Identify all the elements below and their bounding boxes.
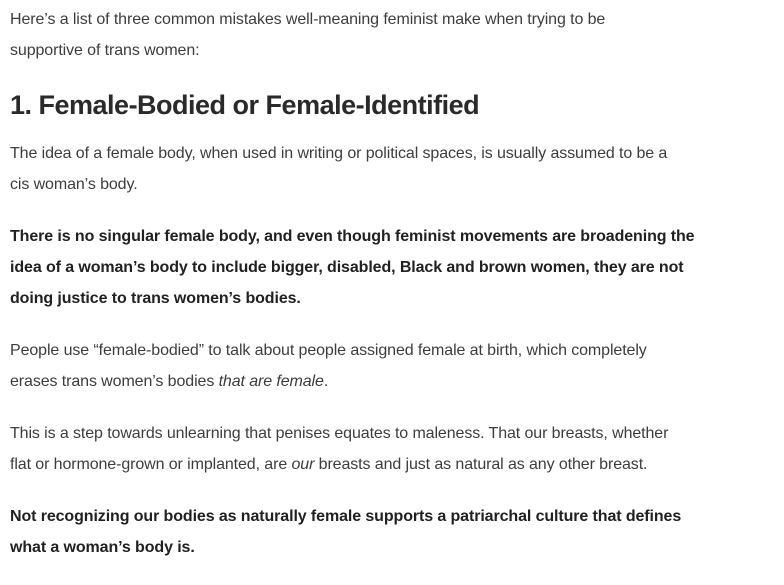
- bold-paragraph-not-recognizing: [10, 501, 770, 563]
- paragraph-female-body-idea: [10, 138, 770, 200]
- text-line: what a woman’s body is.: [10, 539, 195, 556]
- section-heading: 1. Female-Bodied or Female-Identified: [10, 90, 480, 120]
- bold-paragraph-no-singular-body: [10, 221, 770, 314]
- italic-phrase: our: [291, 456, 315, 473]
- paragraph-female-bodied-term: [10, 335, 770, 397]
- text-line: .: [323, 373, 329, 390]
- text-line: Not recognizing our bodies as naturally female supports a patriarchal culture that defines: [10, 508, 682, 525]
- text-line: flat or hormone-grown or implanted, are: [10, 456, 292, 473]
- text-line: supportive of trans women:: [10, 42, 200, 59]
- text-line: breasts and just as natural as any other breast.: [314, 456, 648, 473]
- intro-paragraph: [10, 4, 770, 66]
- text-line: This is a step towards unlearning that penises equates to maleness. That our breasts, whether: [10, 425, 669, 442]
- text-line: erases trans women’s bodies: [10, 373, 219, 390]
- text-line: Here’s a list of three common mistakes well-meaning feminist make when trying to be: [10, 11, 606, 28]
- text-line: There is no singular female body, and even though feminist movements are broadening the: [10, 228, 695, 245]
- text-line: idea of a woman’s body to include bigger, disabled, Black and brown women, they are not: [10, 259, 684, 276]
- text-line: doing justice to trans women’s bodies.: [10, 290, 301, 307]
- text-line: cis woman’s body.: [10, 176, 138, 193]
- italic-phrase: that are female: [218, 373, 324, 390]
- text-line: The idea of a female body, when used in writing or political spaces, is usually assumed to be a: [10, 145, 668, 162]
- text-line: People use “female-bodied” to talk about people assigned female at birth, which completely: [10, 342, 647, 359]
- paragraph-unlearning-step: [10, 418, 770, 480]
